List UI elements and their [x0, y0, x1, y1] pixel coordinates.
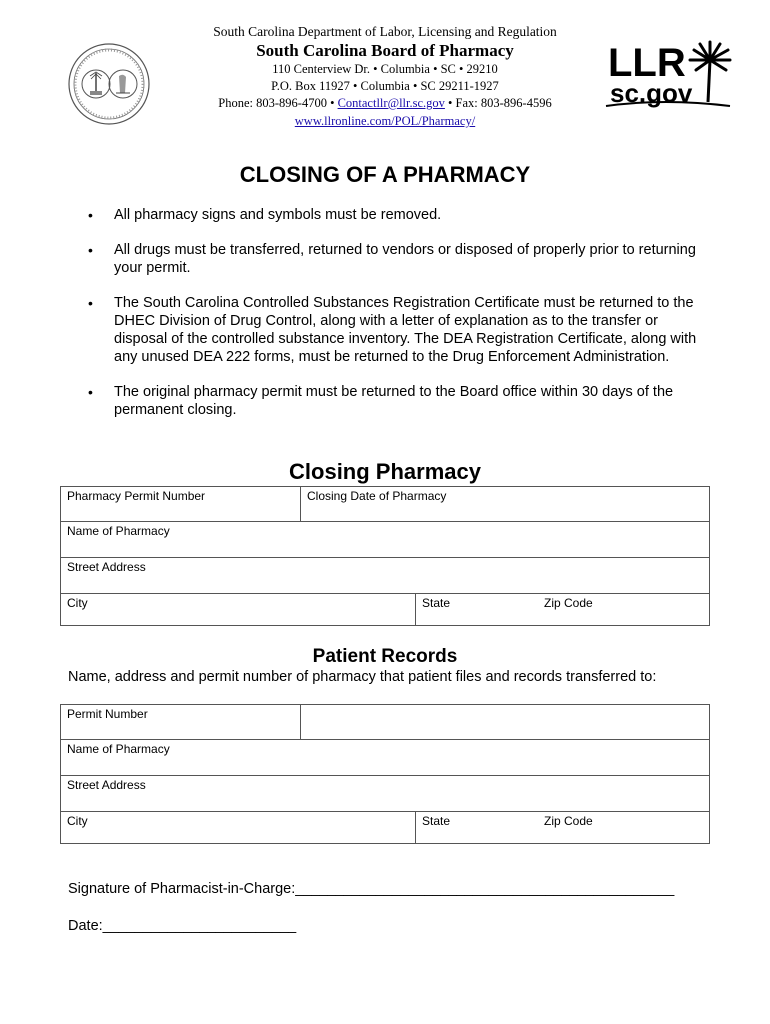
- bullet-icon: •: [88, 384, 93, 400]
- department-name: South Carolina Department of Labor, Licensing and Regulation: [213, 24, 557, 39]
- list-item: • All pharmacy signs and symbols must be removed.: [88, 207, 442, 223]
- page-title: CLOSING OF A PHARMACY: [239, 162, 531, 187]
- street-address-field[interactable]: Street Address: [61, 558, 710, 594]
- po-box-address: P.O. Box 11927 • Columbia • SC 29211-1927: [271, 79, 499, 93]
- list-item: • All drugs must be transferred, returned to vendors or disposed of properly prior to returning your permit.: [88, 242, 696, 276]
- records-permit-number-field[interactable]: Permit Number: [61, 705, 301, 740]
- llr-logo-text: LLR: [608, 41, 686, 85]
- closing-pharmacy-heading: Closing Pharmacy: [289, 459, 481, 484]
- closing-date-field[interactable]: Closing Date of Pharmacy: [301, 487, 710, 522]
- list-item: • The South Carolina Controlled Substances Registration Certificate must be returned to the DHEC Division of Drug Control, along with a letter of explanation as to the transfer or disposal of the controlled substance inventory. The DEA Registration Certificate, along with any unused DEA 222 forms, must be returned to the Drug Enforcement Administration.: [88, 295, 697, 365]
- email-link[interactable]: Contactllr@llr.sc.gov: [337, 96, 445, 110]
- scgov-logo-text: sc.gov: [610, 78, 693, 108]
- records-zip-code-field[interactable]: Zip Code: [544, 814, 593, 828]
- records-state-field[interactable]: State: [422, 814, 451, 828]
- closing-pharmacy-form: [60, 486, 710, 626]
- records-city-field[interactable]: City: [61, 812, 416, 843]
- zip-code-field[interactable]: Zip Code: [544, 596, 593, 610]
- palmetto-tree-icon: [690, 42, 730, 102]
- records-street-address-field[interactable]: Street Address: [61, 776, 710, 812]
- permit-number-field[interactable]: Pharmacy Permit Number: [61, 487, 301, 522]
- signature-field[interactable]: Signature of Pharmacist-in-Charge:_______________________________________________: [68, 881, 675, 897]
- records-pharmacy-name-field[interactable]: Name of Pharmacy: [61, 740, 710, 776]
- list-item: • The original pharmacy permit must be returned to the Board office within 30 days of the permanent closing.: [88, 384, 674, 418]
- street-address: 110 Centerview Dr. • Columbia • SC • 29210: [272, 62, 498, 76]
- state-field[interactable]: State: [422, 596, 451, 610]
- fax-text: • Fax: 803-896-4596: [444, 96, 552, 110]
- pharmacy-name-field[interactable]: Name of Pharmacy: [61, 522, 710, 558]
- patient-records-instructions: Name, address and permit number of pharmacy that patient files and records transferred to:: [68, 669, 657, 685]
- bullet-icon: •: [88, 295, 93, 311]
- bullet-icon: •: [88, 242, 93, 258]
- llr-logo: [604, 40, 734, 112]
- date-field[interactable]: Date:________________________: [68, 918, 297, 934]
- city-field[interactable]: City: [61, 594, 416, 625]
- board-name: South Carolina Board of Pharmacy: [256, 41, 514, 60]
- bullet-icon: •: [88, 207, 93, 223]
- patient-records-form: [60, 704, 710, 844]
- website-link[interactable]: www.llronline.com/POL/Pharmacy/: [294, 114, 476, 128]
- phone-text: Phone: 803-896-4700 •: [218, 96, 338, 110]
- requirements-list: [86, 206, 706, 436]
- state-seal-icon: [68, 43, 150, 125]
- records-permit-number-input[interactable]: [301, 705, 710, 740]
- patient-records-heading: Patient Records: [312, 646, 458, 667]
